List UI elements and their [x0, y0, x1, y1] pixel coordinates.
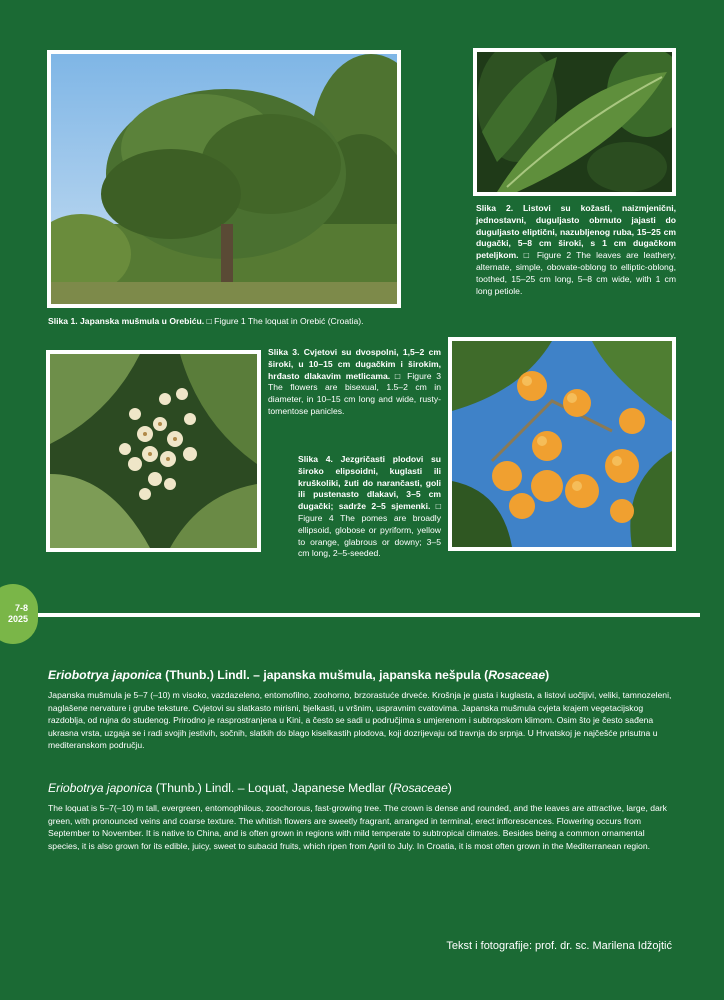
heading-rest-hr: (Thunb.) Lindl. – japanska mušmula, japanska nešpula (: [161, 668, 489, 682]
figure-3-caption: [268, 347, 441, 418]
heading-close-en: ): [447, 781, 452, 795]
family-name-hr: Rosaceae: [488, 668, 546, 682]
figure-4-caption-hr: Slika 4. Jezgričasti plodovi su široko elipsoidni, kuglasti ili kruškoliki, žuti do narančasti, goli ili pustenasto dlakavi, 3–5 cm dugački; sadrže 2–5 sjemenki.: [298, 454, 441, 512]
figure-1-caption-hr: Slika 1. Japanska mušmula u Orebiću.: [48, 316, 205, 326]
figure-2-caption: [476, 203, 676, 297]
figure-1-caption: [48, 316, 388, 328]
figure-4-caption-en: □ Figure 4 The pomes are broadly ellipsoid, globose or pyriform, yellow to orange, glabrous or downy; 3–5 cm long, 2–5-seeded.: [298, 501, 441, 559]
figure-2-caption-en: □ Figure 2 The leaves are leathery, alternate, simple, obovate-oblong to elliptic-oblong, toothed, 15–25 cm long, 5–8 cm wide, with 1 cm long petiole.: [476, 250, 676, 296]
fruits-photo: [448, 337, 676, 551]
heading-close-hr: ): [545, 668, 550, 682]
figure-3-caption-hr: Slika 3. Cvjetovi su dvospolni, 1,5–2 cm široki, u 10–15 cm dugačkim i širokim, hrđasto dlakavim metlicama.: [268, 347, 441, 381]
issue-badge: [0, 584, 38, 644]
article-body-en: The loquat is 5–7(–10) m tall, evergreen, entomophilous, zoochorous, fast-growing tree. The crown is dense and rounded, and the leaves are attractive, large, dark green, with pronounced veins and coarse texture. The whitish flowers are sweetly fragrant, arranged in terminal, erect inflorescences. Flowering occurs from September to November. It is native to China, and is often grown in regions with mild temperate to subtropical climates. Besides being a common ornamental species, it is also grown for its edible, juicy, sweet to subacid fruits, which ripen from April to July. In Croatia, it is most often grown in the Mediterranean region.: [48, 803, 667, 851]
species-name-en: Eriobotrya japonica: [48, 781, 153, 795]
figure-3-caption-en: □ Figure 3 The flowers are bisexual, 1.5–2 cm in diameter, in 10–15 cm long and wide, rusty-tomentose panicles.: [268, 370, 442, 416]
article-heading-hr: [48, 668, 549, 682]
photo-credit: Tekst i fotografije: prof. dr. sc. Marilena Idžojtić: [446, 940, 672, 952]
article-heading-en: [48, 781, 452, 795]
figure-2-caption-hr: Slika 2. Listovi su kožasti, naizmjenični, jednostavni, duguljasto obrnuto jajasti do duguljasto eliptični, nazubljenog ruba, 15–25 cm dugački, 5–8 cm široki, s 1 cm dugačkom peteljkom.: [476, 203, 676, 261]
leaves-photo: [473, 48, 676, 196]
figure-1-caption-en: □ Figure 1 The loquat in Orebić (Croatia).: [206, 316, 364, 326]
species-name-hr: Eriobotrya japonica: [48, 668, 162, 682]
figure-4-caption: [298, 454, 441, 560]
issue-year: 2025: [7, 614, 28, 624]
heading-rest-en: (Thunb.) Lindl. – Loquat, Japanese Medlar (: [152, 781, 393, 795]
section-divider: [34, 613, 700, 617]
issue-number: 7-8: [14, 603, 28, 613]
tree-photo: [47, 50, 401, 308]
family-name-en: Rosaceae: [392, 781, 448, 795]
flowers-photo: [46, 350, 261, 552]
article-body-hr: Japanska mušmula je 5–7 (–10) m visoko, vazdazeleno, entomofilno, zoohorno, brzorastuće drveće. Krošnja je gusta i kuglasta, a listovi uočljivi, veliki, tamnozeleni, naglašene nervature i grube teksture. Cvjetovi su slatkasto mirisni, bjelkasti, u vršnim, uspravnim cvatovima. Japanska mušmula cvjeta krajem vegetacijskog razdoblja, od rujna do studenog. Prirodno je rasprostranjena u Kini, a često se sadi u područjima s umjerenom i subtropskom klimom. Osim što je često sađena ukrasna vrsta, uzgaja se i radi svojih jestivih, sočnih, slatkih do blago kiselkastih plodova, koji dozrijevaju od travnja do srpnja. U Hrvatskoj je najčešće prisutna u mediteranskom području.: [48, 690, 672, 751]
